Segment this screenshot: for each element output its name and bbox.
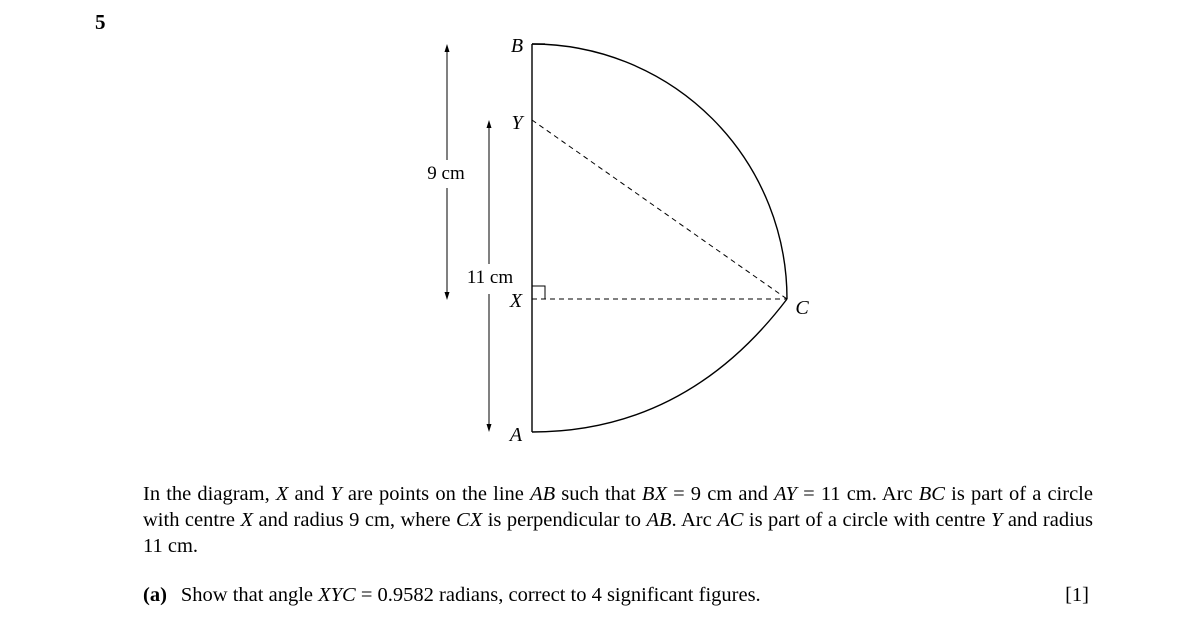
dim-11cm-label: 11 cm (466, 267, 514, 288)
dashed-yc (532, 120, 787, 299)
dim-9cm-arrow-down-icon (445, 292, 450, 300)
dim-9cm-label: 9 cm (427, 163, 465, 184)
point-label-b: B (510, 35, 524, 57)
dim-11cm-arrow-down-icon (487, 424, 492, 432)
point-label-x: X (509, 290, 523, 312)
part-a (143, 584, 1089, 607)
arc-ac (532, 299, 787, 432)
marks-badge: [1] (1065, 584, 1089, 606)
question-number: 5 (95, 10, 106, 34)
dim-11cm-arrow-up-icon (487, 120, 492, 128)
point-label-y: Y (511, 112, 523, 134)
dim-9cm-arrow-up-icon (445, 44, 450, 52)
point-label-c: C (795, 297, 809, 319)
part-a-label: (a) (143, 584, 167, 606)
right-angle-marker (532, 286, 545, 299)
point-label-a: A (509, 424, 523, 446)
arc-bc (532, 44, 787, 299)
question-text: In the diagram, X and Y are points on the line AB such that BX = 9 cm and AY = 11 cm. Arc BC is part of a circle with centre X and radius 9 cm, where CX is perpendicular to AB. Arc AC is part of a circle with centre Y and radius 11 cm. (143, 483, 1094, 557)
part-a-text: Show that angle XYC = 0.9582 radians, correct to 4 significant figures. (180, 584, 761, 606)
